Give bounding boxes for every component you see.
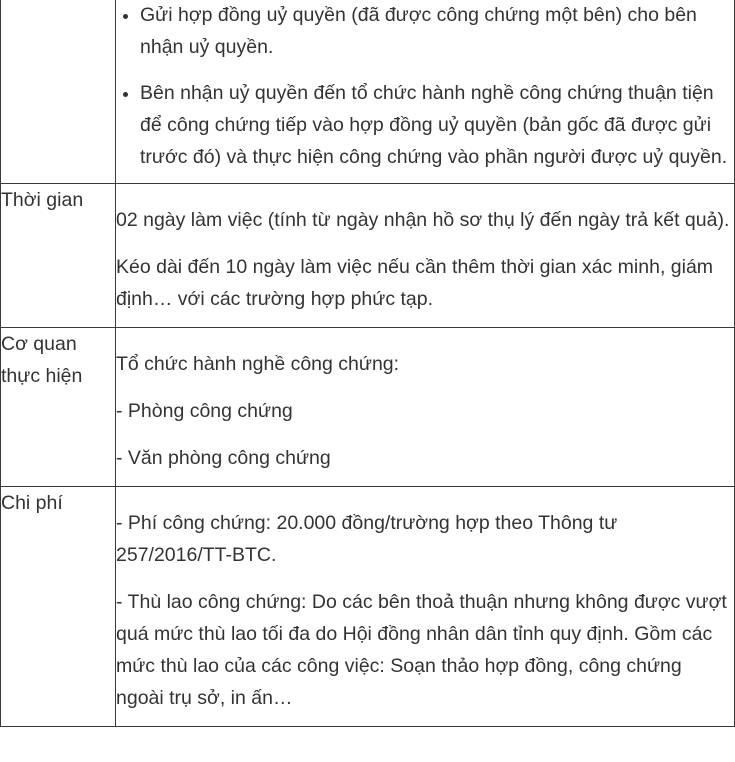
row-content <box>116 328 735 487</box>
paragraph: Kéo dài đến 10 ngày làm việc nếu cần thêm thời gian xác minh, giám định… với các trường hợp phức tạp. <box>116 256 714 310</box>
paragraph: - Thù lao công chứng: Do các bên thoả thuận nhưng không được vượt quá mức thù lao tối đa do Hội đồng nhân dân tỉnh quy định. Gồm các mức thù lao của các công việc: Soạn thảo hợp đồng, công chứng ngoài trụ sở, in ấn… <box>116 591 727 709</box>
paragraph: Tổ chức hành nghề công chứng: <box>116 353 400 375</box>
paragraph: 02 ngày làm việc (tính từ ngày nhận hồ sơ thụ lý đến ngày trả kết quả). <box>116 209 730 231</box>
row-content <box>116 184 735 328</box>
paragraph: - Phí công chứng: 20.000 đồng/trường hợp theo Thông tư 257/2016/TT-BTC. <box>116 512 618 566</box>
row-label: Cơ quan thực hiện <box>1 328 116 487</box>
table-row-steps <box>1 0 735 184</box>
table-row-agency <box>1 328 735 487</box>
row-label <box>1 0 116 184</box>
bullet-item: • Bên nhận uỷ quyền đến tổ chức hành nghề công chứng thuận tiện để công chứng tiếp vào hợp đồng uỷ quyền (bản gốc đã được gửi trước đó) và thực hiện công chứng vào phần người được uỷ quyền. <box>140 77 734 173</box>
paragraph: - Phòng công chứng <box>116 400 293 422</box>
row-content <box>116 0 735 184</box>
paragraph: - Văn phòng công chứng <box>116 447 331 469</box>
table-row-cost <box>1 487 735 727</box>
row-label: Chi phí <box>1 487 116 727</box>
bullet-item: • Gửi hợp đồng uỷ quyền (đã được công chứng một bên) cho bên nhận uỷ quyền. <box>140 0 734 63</box>
row-content <box>116 487 735 727</box>
steps-bullet-list <box>116 0 734 173</box>
table-row-time <box>1 184 735 328</box>
row-label: Thời gian <box>1 184 116 328</box>
